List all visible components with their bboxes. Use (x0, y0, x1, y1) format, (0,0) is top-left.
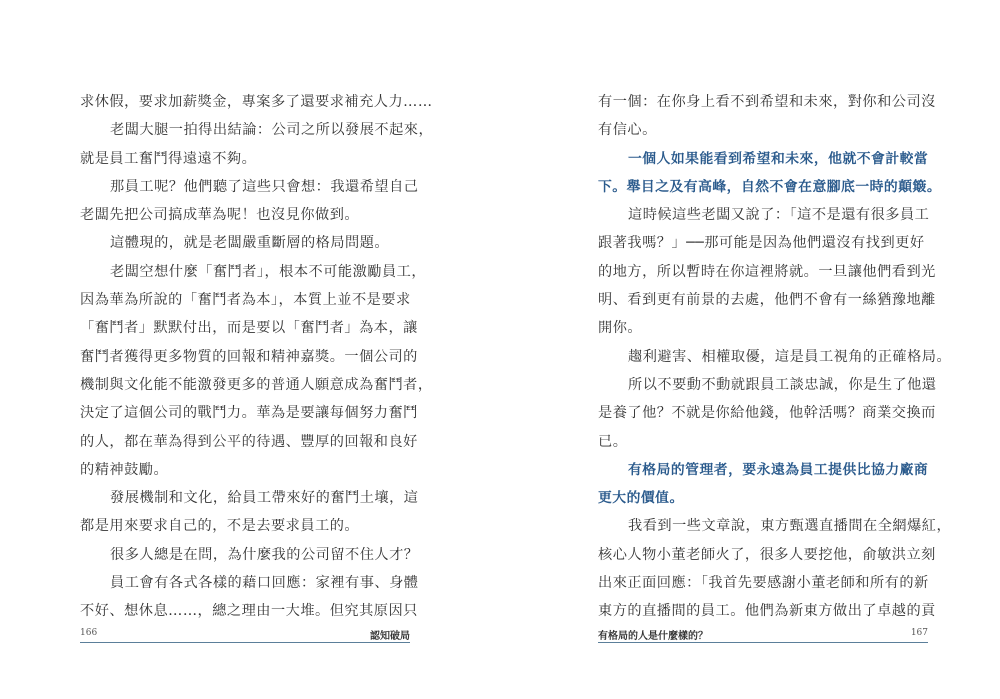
footer-rule (80, 642, 410, 643)
running-head-book-title: 認知破局 (370, 631, 410, 642)
text-line: 這體現的，就是老闆嚴重斷層的格局問題。 (110, 235, 390, 252)
text-line: 的精神鼓勵。 (80, 461, 169, 478)
text-line: 老闆空想什麼「奮鬥者」，根本不可能激勵員工， (110, 263, 427, 280)
page-number: 167 (910, 628, 928, 638)
text-line: 老闆先把公司搞成華為呢！也沒見你做到。 (80, 207, 360, 224)
text-line: 有一個：在你身上看不到希望和未來，對你和公司沒 (598, 94, 936, 110)
text-line: 的地方，所以暫時在你這裡將就。一旦讓他們看到光 (598, 263, 936, 280)
text-line: 就是員工奮鬥得遠遠不夠。 (80, 150, 257, 167)
text-line: 決定了這個公司的戰鬥力。華為是要讓每個努力奮鬥 (80, 405, 418, 422)
text-line: 出來正面回應：「我首先要感謝小董老師和所有的新 (598, 575, 929, 592)
text-line: 都是用來要求自己的，不是去要求員工的。 (80, 518, 360, 535)
page-number: 166 (80, 628, 98, 638)
text-line: 因為華為所說的「奮鬥者為本」，本質上並不是要求 (80, 292, 411, 309)
text-line: 跟著我嗎？」──那可能是因為他們還沒有找到更好 (598, 235, 925, 252)
text-line: 明、看到更有前景的去處，他們不會有一絲猶豫地離 (598, 292, 936, 309)
text-line: 老闆大腿一拍得出結論：公司之所以發展不起來， (110, 122, 434, 139)
emphasized-text-line: 一個人如果能看到希望和未來，他就不會計較當 (628, 150, 929, 167)
text-line: 核心人物小董老師火了，很多人要挖他，俞敏洪立刻 (598, 546, 936, 563)
running-head-chapter-title: 有格局的人是什麼樣的？ (598, 631, 708, 642)
text-line: 我看到一些文章說，東方甄選直播間在全網爆紅， (628, 518, 952, 535)
text-line: 發展機制和文化，給員工帶來好的奮鬥土壤，這 (110, 490, 419, 507)
text-line: 所以不要動不動就跟員工談忠誠，你是生了他還 (628, 376, 937, 393)
text-line: 是養了他？不就是你給他錢，他幹活嗎？商業交換而 (598, 405, 936, 422)
text-line: 「奮鬥者」默默付出，而是要以「奮鬥者」為本，讓 (80, 320, 418, 337)
text-line: 這時候這些老闆又說了：「這不是還有很多員工 (628, 207, 930, 224)
text-line: 東方的直播間的員工。他們為新東方做出了卓越的貢 (598, 603, 936, 620)
text-line: 的人，都在華為得到公平的待遇、豐厚的回報和良好 (80, 433, 418, 450)
text-line: 求休假，要求加薪獎金，專案多了還要求補充人力…… (80, 94, 433, 110)
footer-rule (598, 642, 928, 643)
text-line: 有信心。 (598, 122, 657, 139)
text-line: 那員工呢？他們聽了這些只會想：我還希望自己 (110, 178, 419, 195)
right-page-footer (598, 626, 928, 642)
text-line: 員工會有各式各樣的藉口回應：家裡有事、身體 (110, 575, 419, 592)
text-line: 很多人總是在問，為什麼我的公司留不住人才？ (110, 546, 419, 563)
text-line: 奮鬥者獲得更多物質的回報和精神嘉獎。一個公司的 (80, 348, 418, 365)
right-page (500, 0, 1000, 699)
emphasized-text-line: 更大的價值。 (598, 490, 684, 507)
text-line: 機制與文化能不能激發更多的普通人願意成為奮鬥者， (80, 376, 433, 393)
emphasized-text-line: 下。舉目之及有高峰，自然不會在意腳底一時的顛簸。 (598, 178, 942, 195)
left-page-footer (80, 626, 410, 642)
emphasized-text-line: 有格局的管理者，要永遠為員工提供比協力廠商 (628, 461, 929, 478)
text-line: 開你。 (598, 320, 643, 337)
right-page-body (598, 88, 952, 626)
text-line: 不好、想休息……，總之理由一大堆。但究其原因只 (80, 603, 418, 620)
text-line: 趨利避害、相權取優，這是員工視角的正確格局。 (628, 348, 952, 365)
text-line: 已。 (598, 433, 628, 450)
left-page-body (80, 88, 434, 626)
